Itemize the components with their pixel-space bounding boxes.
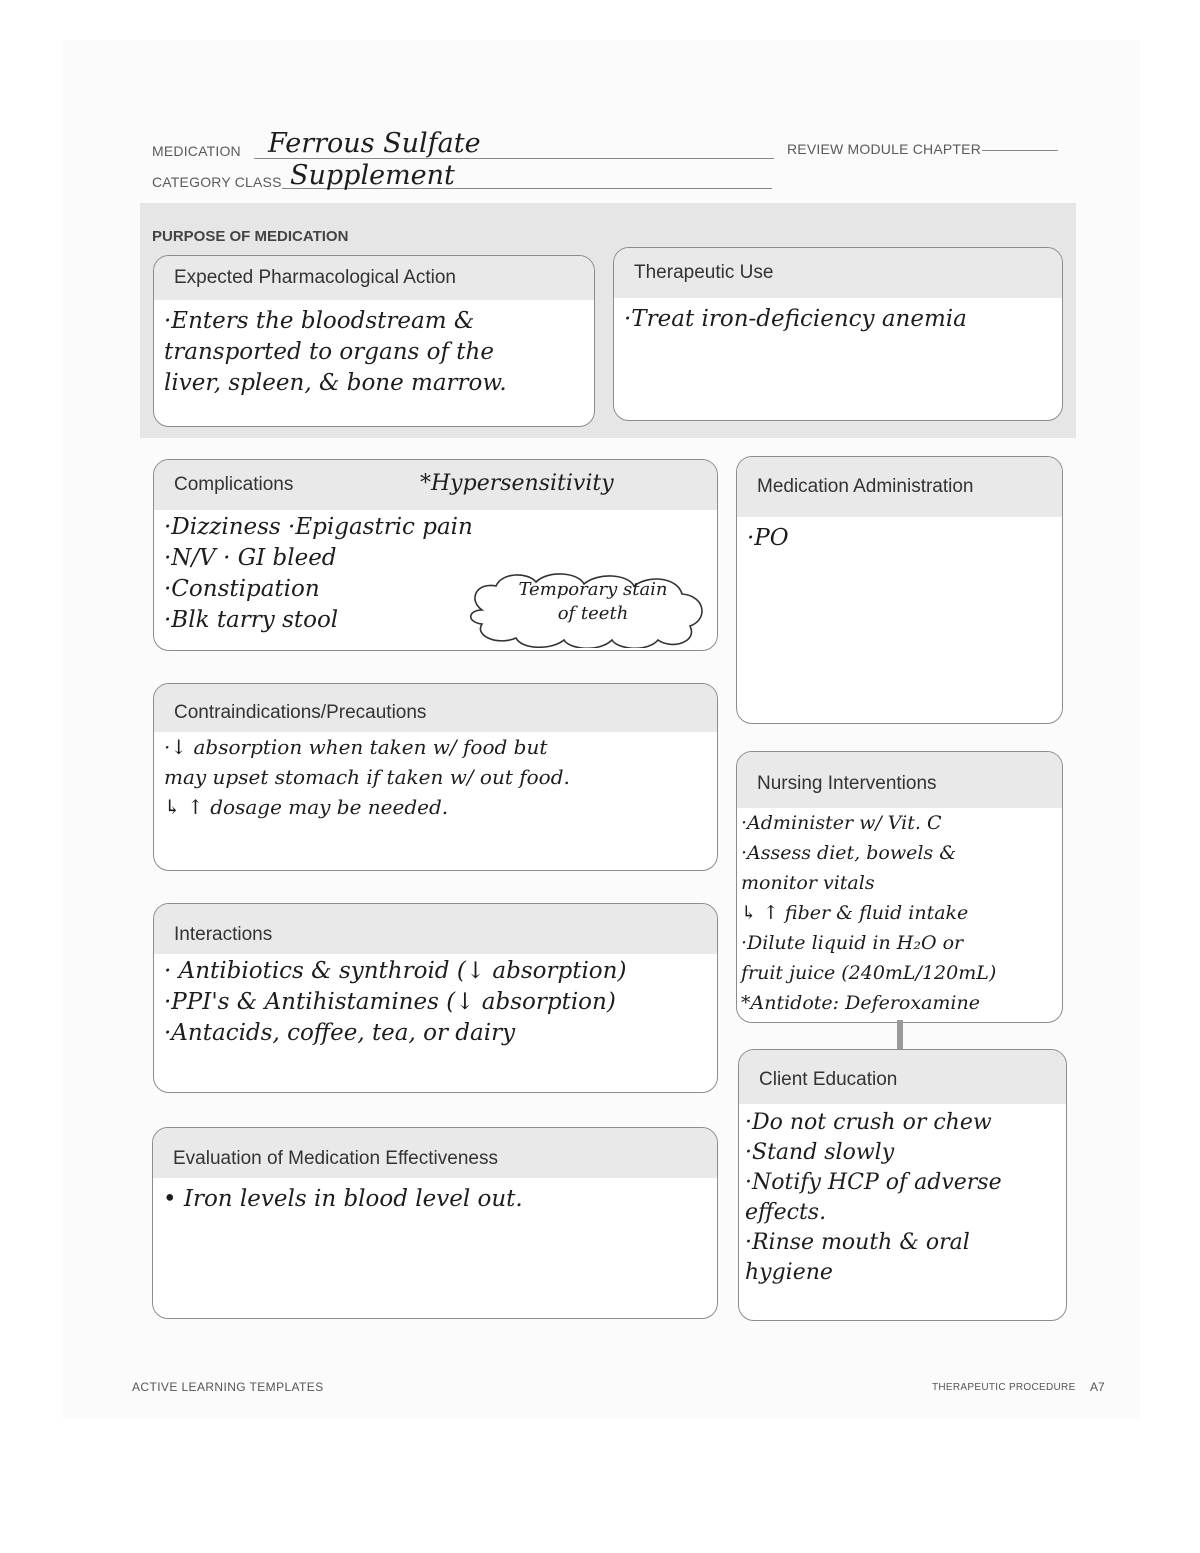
contraindications-text: ·↓ absorption when taken w/ food but may upset stomach if taken w/ out food. ↳ ↑ dosage may be needed.: [164, 735, 570, 819]
contraindications-box: [153, 683, 718, 871]
evaluation-title: Evaluation of Medication Effectiveness: [153, 1128, 717, 1178]
evaluation-text: • Iron levels in blood level out.: [163, 1186, 523, 1212]
medication-administration-box: [736, 456, 1063, 724]
category-class-label: CATEGORY CLASS: [152, 174, 282, 190]
medication-administration-title: Medication Administration: [737, 457, 1062, 517]
medication-value: Ferrous Sulfate: [268, 128, 481, 159]
complications-title: Complications: [154, 460, 717, 510]
category-value: Supplement: [290, 160, 455, 191]
nursing-interventions-title: Nursing Interventions: [737, 752, 1062, 808]
therapeutic-use-box: [613, 247, 1063, 421]
page-number: A7: [1090, 1380, 1105, 1394]
purpose-section-title: PURPOSE OF MEDICATION: [152, 228, 349, 245]
contraindications-title: Contraindications/Precautions: [154, 684, 717, 732]
interactions-title: Interactions: [154, 904, 717, 954]
complications-text: ·Dizziness ·Epigastric pain ·N/V · GI bleed ·Constipation ·Blk tarry stool: [164, 514, 473, 633]
review-module-label: REVIEW MODULE CHAPTER: [787, 141, 981, 157]
expected-action-box: [153, 255, 595, 427]
therapeutic-use-title: Therapeutic Use: [614, 248, 1062, 298]
client-education-text: ·Do not crush or chew ·Stand slowly ·Notify HCP of adverse effects. ·Rinse mouth & oral hygiene: [745, 1110, 1002, 1285]
interactions-box: [153, 903, 718, 1093]
expected-action-text: ·Enters the bloodstream & transported to organs of the liver, spleen, & bone marrow.: [164, 308, 507, 396]
nursing-interventions-text: ·Administer w/ Vit. C ·Assess diet, bowels & monitor vitals ↳ ↑ fiber & fluid intake ·Dilute liquid in H₂O or fruit juice (240mL/120mL) *Antidote: Deferoxamine: [741, 812, 997, 1014]
expected-action-title: Expected Pharmacological Action: [154, 256, 594, 300]
evaluation-box: [152, 1127, 718, 1319]
medication-label: MEDICATION: [152, 143, 241, 159]
boxes-connector: [897, 1020, 903, 1050]
footer-title: ACTIVE LEARNING TEMPLATES: [132, 1380, 324, 1394]
therapeutic-use-text: ·Treat iron-deficiency anemia: [624, 306, 967, 332]
hypersensitivity-annotation: *Hypersensitivity: [420, 471, 614, 496]
client-education-title: Client Education: [739, 1050, 1066, 1104]
interactions-text: · Antibiotics & synthroid (↓ absorption) ·PPI's & Antihistamines (↓ absorption) ·Antacids, coffee, tea, or dairy: [164, 958, 627, 1046]
client-education-box: [738, 1049, 1067, 1321]
footer-section: THERAPEUTIC PROCEDURE: [932, 1382, 1076, 1393]
cloud-note: Temporary stain of teeth: [518, 579, 668, 624]
medication-administration-text: ·PO: [747, 525, 789, 551]
review-module-line: [982, 150, 1058, 151]
nursing-interventions-box: [736, 751, 1063, 1023]
